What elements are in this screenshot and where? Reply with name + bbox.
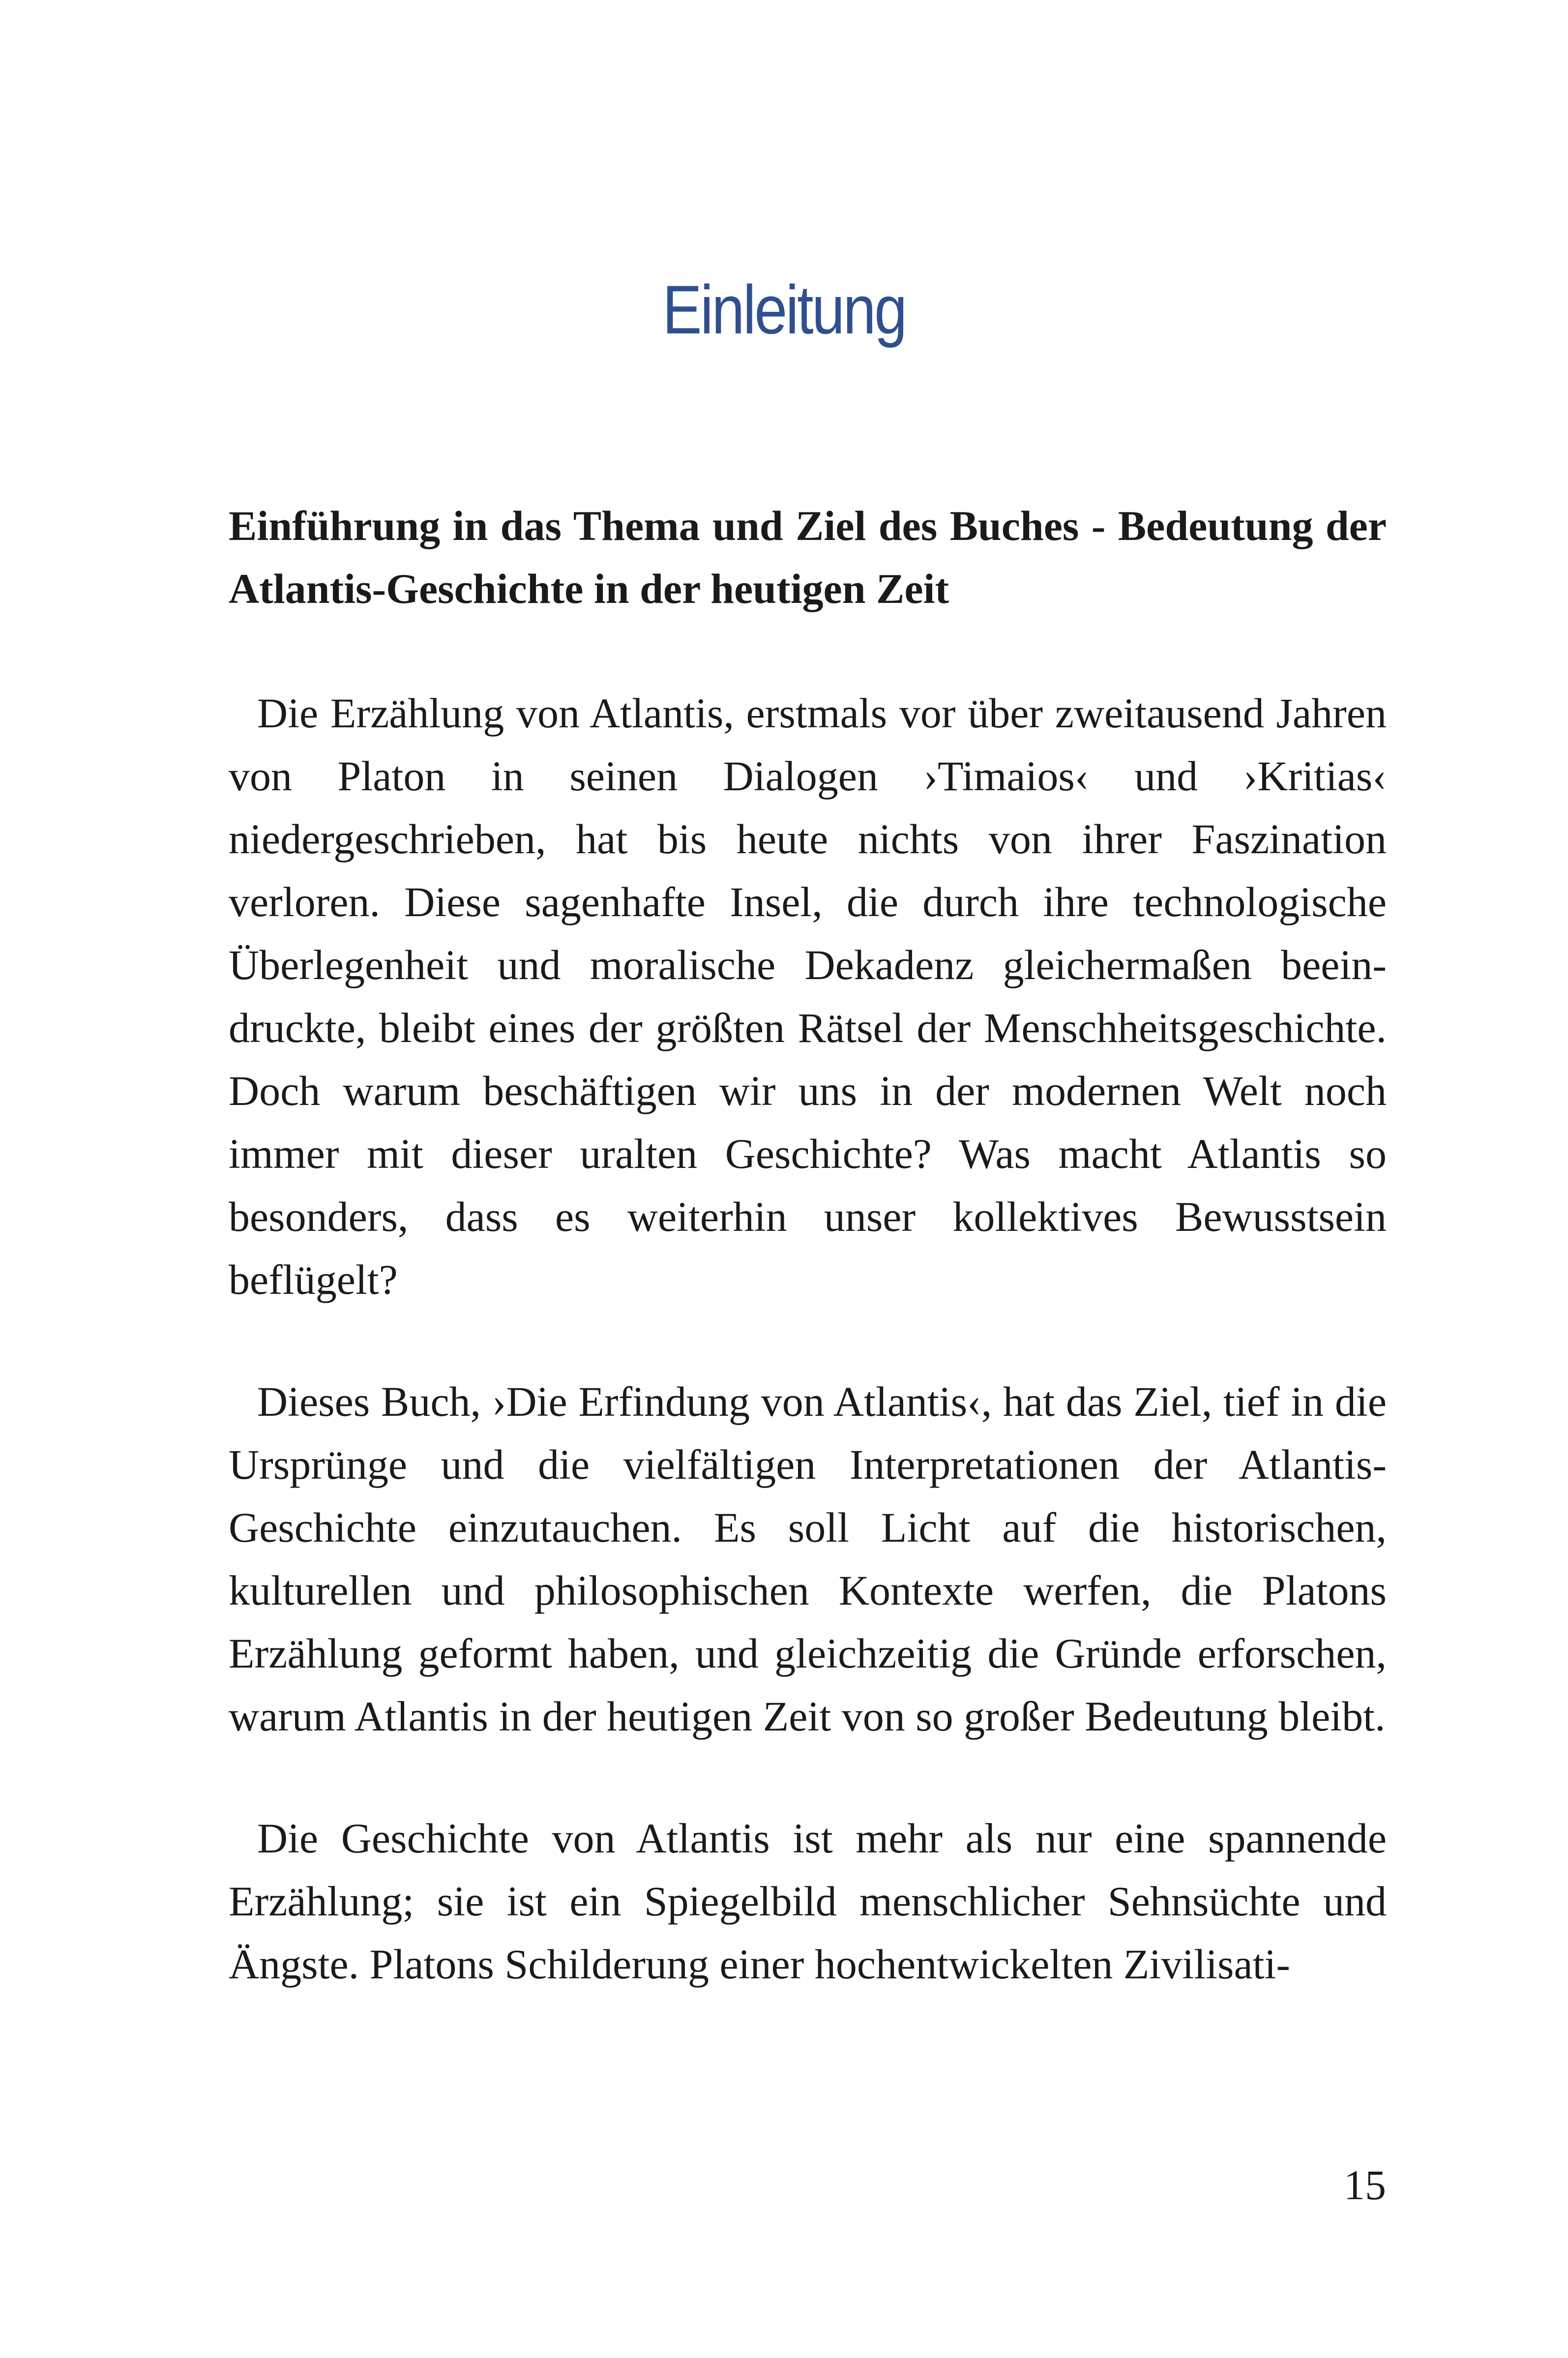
body-paragraph: Dieses Buch, ›Die Erfindung von Atlantis‹, hat das Ziel, tief in die Ursprünge und die vielfältigen Interpretationen der Atlantis-Geschichte einzutauchen. Es soll Licht auf die historischen, kulturellen und philosophischen Kontexte werfen, die Platons Erzählung geformt haben, und gleichzeitig die Gründe erforschen, warum Atlantis in der heutigen Zeit von so großer Bedeutung bleibt. [229,1378,1387,1740]
section-heading: Einführung in das Thema und Ziel des Buches - Bedeutung der Atlantis-Geschichte in der heutigen Zeit [229,502,1387,612]
body-paragraph: Die Geschichte von Atlantis ist mehr als nur eine spannende Erzählung; sie ist ein Spiegelbild menschlicher Sehnsüchte und Ängste. Platons Schilderung einer hochentwickelten Zivilisati- [229,1815,1387,1988]
page-number: 15 [1344,2161,1386,2209]
body-paragraph: Die Erzählung von Atlantis, erstmals vor über zweitausend Jahren von Platon in seinen Dialogen ›Timaios‹ und ›Kritias‹ niedergeschrieben, hat bis heute nichts von ihrer Faszination verloren. Diese sagenhafte Insel, die durch ihre technologische Überlegenheit und moralische Dekadenz gleichermaßen beeindruckte, bleibt eines der größten Rätsel der Menschheitsgeschichte. Doch warum beschäftigen wir uns in der modernen Welt noch immer mit dieser uralten Geschichte? Was macht Atlantis so besonders, dass es weiterhin unser kollektives Bewusstsein beflügelt? [229,689,1387,1303]
chapter-title: Einleitung [662,271,906,348]
page-content [229,494,1387,1996]
